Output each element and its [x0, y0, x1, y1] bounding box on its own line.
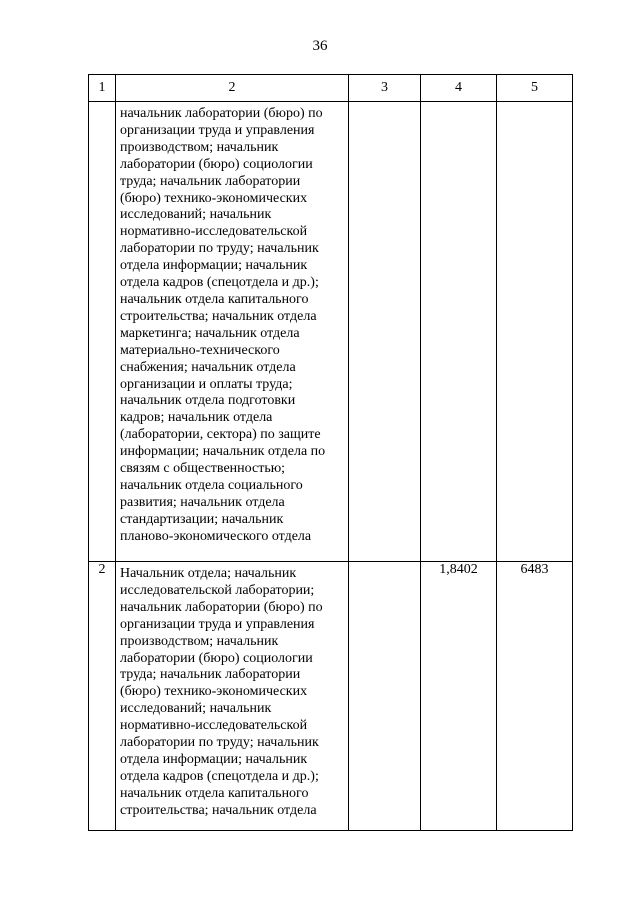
page-number: 36	[312, 38, 328, 54]
text-line: (бюро) технико-экономических	[120, 684, 308, 700]
salary-cell	[497, 102, 573, 562]
text-line: планово-экономического отдела	[120, 528, 312, 544]
text-line: строительства; начальник отдела	[120, 308, 317, 324]
text-line: маркетинга; начальник отдела	[120, 325, 300, 341]
text-line: отдела кадров (спецотдела и др.);	[120, 768, 319, 784]
text-line: материально-технического	[120, 342, 280, 358]
coefficient-cell: 1,8402	[421, 562, 497, 831]
text-line: лаборатории по труду; начальник	[120, 735, 319, 751]
text-line: нормативно-исследовательской	[120, 224, 308, 240]
text-line: труда; начальник лаборатории	[120, 667, 301, 683]
header-cell-4: 4	[421, 75, 497, 102]
text-line: производством; начальник	[120, 633, 279, 649]
text-line: начальник отдела капитального	[120, 291, 309, 307]
coefficient-cell	[421, 102, 497, 562]
text-line: организации и оплаты труда;	[120, 376, 293, 392]
header-cell-5: 5	[497, 75, 573, 102]
text-line: начальник лаборатории (бюро) по	[120, 599, 323, 615]
text-line: организации труда и управления	[120, 122, 315, 138]
salary-cell: 6483	[497, 562, 573, 831]
text-line: производством; начальник	[120, 139, 279, 155]
text-line: начальник отдела капитального	[120, 785, 309, 801]
text-line: отдела информации; начальник	[120, 751, 308, 767]
text-line: начальник отдела социального	[120, 477, 303, 493]
text-line: (лаборатории, сектора) по защите	[120, 427, 321, 443]
col3-cell	[349, 102, 421, 562]
text-line: исследований; начальник	[120, 207, 272, 223]
table-row	[89, 102, 573, 562]
position-cell	[116, 102, 349, 562]
col3-cell	[349, 562, 421, 831]
text-line: отдела кадров (спецотдела и др.);	[120, 275, 319, 291]
position-text	[116, 102, 348, 546]
text-line: исследований; начальник	[120, 701, 272, 717]
text-line: информации; начальник отдела по	[120, 444, 326, 460]
table-row	[89, 562, 573, 831]
text-line: отдела информации; начальник	[120, 258, 308, 274]
text-line: строительства; начальник отдела	[120, 802, 317, 818]
text-line: Начальник отдела; начальник	[120, 566, 297, 581]
text-line: начальник лаборатории (бюро) по	[120, 106, 323, 121]
text-line: лаборатории (бюро) социологии	[120, 650, 313, 666]
row-number-cell: 2	[89, 562, 116, 831]
salary-table	[88, 74, 573, 831]
text-line: развития; начальник отдела	[120, 494, 285, 510]
text-line: снабжения; начальник отдела	[120, 359, 296, 375]
row-number-cell	[89, 102, 116, 562]
header-cell-2: 2	[116, 75, 349, 102]
text-line: (бюро) технико-экономических	[120, 190, 308, 206]
text-line: исследовательской лаборатории;	[120, 582, 315, 598]
text-line: стандартизации; начальник	[120, 511, 284, 527]
table-header-row	[89, 75, 573, 102]
position-cell	[116, 562, 349, 831]
text-line: лаборатории (бюро) социологии	[120, 156, 313, 172]
text-line: кадров; начальник отдела	[120, 410, 273, 426]
text-line: лаборатории по труду; начальник	[120, 241, 319, 257]
text-line: нормативно-исследовательской	[120, 718, 308, 734]
header-cell-1: 1	[89, 75, 116, 102]
text-line: организации труда и управления	[120, 616, 315, 632]
header-cell-3: 3	[349, 75, 421, 102]
text-line: труда; начальник лаборатории	[120, 173, 301, 189]
text-line: начальник отдела подготовки	[120, 393, 296, 409]
text-line: связям с общественностью;	[120, 461, 286, 477]
position-text	[116, 562, 348, 820]
